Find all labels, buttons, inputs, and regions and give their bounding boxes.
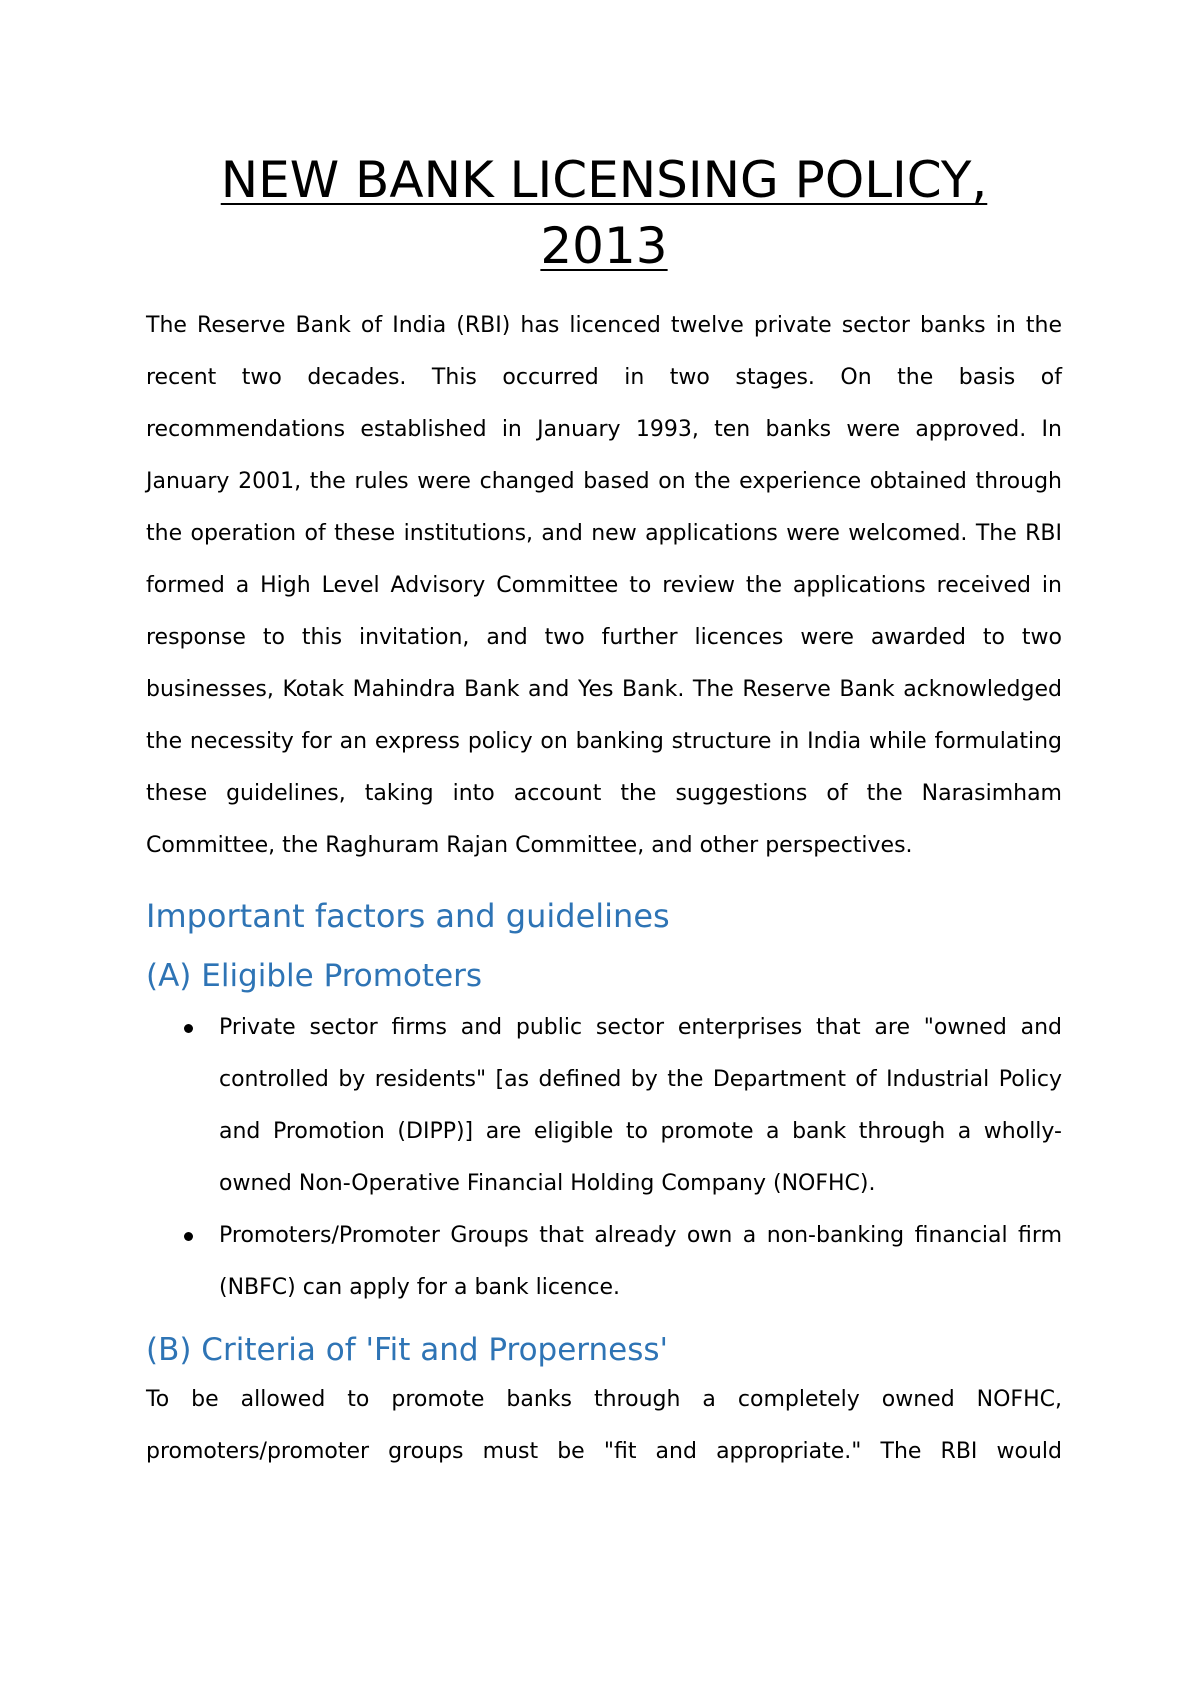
bullet-icon (184, 1024, 193, 1033)
heading-important-factors: Important factors and guidelines (146, 897, 670, 935)
title-line-1: NEW BANK LICENSING POLICY, (220, 151, 988, 209)
list-item-text: Promoters/Promoter Groups that already own a non-banking financial firm (NBFC) can apply for a bank licence. (219, 1223, 1062, 1300)
document-title (146, 147, 1062, 279)
document-page (146, 0, 1062, 1478)
intro-paragraph: The Reserve Bank of India (RBI) has licenced twelve private sector banks in the recent two decades. This occurred in two stages. On the basis of recommendations established in January 1993, ten banks were approved. In January 2001, the rules were changed based on the experience obtained through the operation of these institutions, and new applications were welcomed. The RBI formed a High Level Advisory Committee to review the applications received in response to this invitation, and two further licences were awarded to two businesses, Kotak Mahindra Bank and Yes Bank. The Reserve Bank acknowledged the necessity for an express policy on banking structure in India while formulating these guidelines, taking into account the suggestions of the Narasimham Committee, the Raghuram Rajan Committee, and other perspectives. (146, 313, 1062, 858)
fit-properness-paragraph: To be allowed to promote banks through a completely owned NOFHC, promoters/promoter groups must be "fit and appropriate." The RBI would (146, 1387, 1062, 1464)
list-item (146, 1210, 1062, 1314)
title-line-2: 2013 (540, 217, 668, 275)
list-item (146, 1002, 1062, 1210)
heading-fit-and-properness: (B) Criteria of 'Fit and Properness' (146, 1332, 669, 1368)
heading-eligible-promoters: (A) Eligible Promoters (146, 958, 483, 994)
promoters-bullet-list (146, 1002, 1062, 1314)
list-item-text: Private sector firms and public sector enterprises that are "owned and controlled by residents" [as defined by the Department of Industrial Policy and Promotion (DIPP)] are eligible to promote a bank through a wholly-owned Non-Operative Financial Holding Company (NOFHC). (219, 1015, 1062, 1196)
bullet-icon (184, 1232, 193, 1241)
